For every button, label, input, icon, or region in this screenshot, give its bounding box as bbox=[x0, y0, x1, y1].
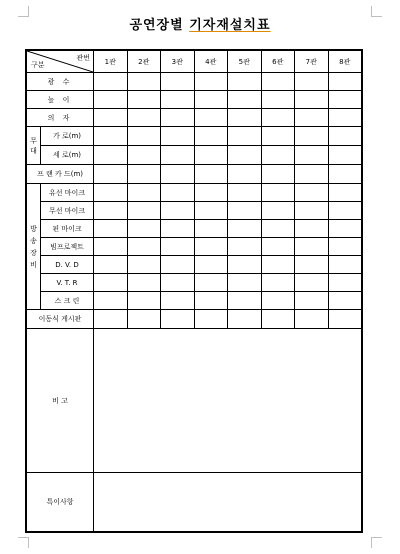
table-cell[interactable] bbox=[295, 310, 329, 329]
table-cell[interactable] bbox=[161, 256, 195, 274]
special-notes-row bbox=[27, 473, 362, 532]
row-label: 빔프로젝트 bbox=[41, 238, 94, 256]
row-label: 유선 마이크 bbox=[41, 184, 94, 202]
table-cell[interactable] bbox=[127, 202, 161, 220]
table-cell[interactable] bbox=[261, 310, 295, 329]
table-cell[interactable] bbox=[295, 292, 329, 310]
table-cell[interactable] bbox=[127, 256, 161, 274]
table-cell[interactable] bbox=[261, 109, 295, 127]
table-cell[interactable] bbox=[228, 146, 262, 165]
table-cell[interactable] bbox=[295, 109, 329, 127]
table-cell[interactable] bbox=[194, 184, 228, 202]
table-cell[interactable] bbox=[261, 165, 295, 184]
table-row bbox=[27, 109, 362, 127]
table-cell[interactable] bbox=[194, 310, 228, 329]
table-cell[interactable] bbox=[94, 238, 128, 256]
col-header-7: 7관 bbox=[295, 51, 329, 73]
table-cell[interactable] bbox=[228, 109, 262, 127]
table-cell[interactable] bbox=[94, 292, 128, 310]
table-cell[interactable] bbox=[328, 184, 362, 202]
col-header-4: 4관 bbox=[194, 51, 228, 73]
table-cell[interactable] bbox=[94, 256, 128, 274]
table-cell[interactable] bbox=[228, 184, 262, 202]
table-cell[interactable] bbox=[94, 127, 128, 146]
table-cell[interactable] bbox=[94, 184, 128, 202]
table-cell[interactable] bbox=[194, 127, 228, 146]
table-cell[interactable] bbox=[261, 220, 295, 238]
stage-group-label bbox=[27, 127, 41, 165]
table-cell[interactable] bbox=[295, 73, 329, 91]
table-row bbox=[27, 256, 362, 274]
table-cell[interactable] bbox=[261, 238, 295, 256]
table-cell[interactable] bbox=[127, 238, 161, 256]
table-cell[interactable] bbox=[328, 109, 362, 127]
table-cell[interactable] bbox=[328, 146, 362, 165]
table-cell[interactable] bbox=[295, 165, 329, 184]
equipment-table bbox=[26, 50, 362, 532]
table-cell[interactable] bbox=[127, 220, 161, 238]
table-cell[interactable] bbox=[127, 292, 161, 310]
row-label: 프 랜 카 드(m) bbox=[27, 165, 94, 184]
table-row bbox=[27, 127, 362, 146]
remarks-label: 비 고 bbox=[27, 329, 94, 473]
table-cell[interactable] bbox=[328, 91, 362, 109]
row-label: 높 이 bbox=[27, 91, 94, 109]
table-cell[interactable] bbox=[228, 73, 262, 91]
document-title bbox=[0, 14, 400, 33]
table-cell[interactable] bbox=[127, 310, 161, 329]
row-label: 스 크 린 bbox=[41, 292, 94, 310]
table-cell[interactable] bbox=[161, 91, 195, 109]
table-cell[interactable] bbox=[295, 127, 329, 146]
col-header-2: 2관 bbox=[127, 51, 161, 73]
table-cell[interactable] bbox=[127, 73, 161, 91]
broadcast-group-text: 방송장비 bbox=[30, 224, 37, 269]
row-label: 핀 마이크 bbox=[41, 220, 94, 238]
table-cell[interactable] bbox=[261, 91, 295, 109]
col-header-8: 8관 bbox=[328, 51, 362, 73]
table-cell[interactable] bbox=[127, 91, 161, 109]
special-notes-label: 특이사항 bbox=[27, 473, 94, 532]
table-cell[interactable] bbox=[328, 292, 362, 310]
special-notes-field[interactable] bbox=[94, 473, 362, 532]
header-row bbox=[27, 51, 362, 73]
table-cell[interactable] bbox=[261, 274, 295, 292]
table-cell[interactable] bbox=[94, 91, 128, 109]
col-header-1: 1관 bbox=[94, 51, 128, 73]
row-label: V. T. R bbox=[41, 274, 94, 292]
row-label: 의 자 bbox=[27, 109, 94, 127]
table-cell[interactable] bbox=[161, 165, 195, 184]
table-cell[interactable] bbox=[194, 292, 228, 310]
table-cell[interactable] bbox=[261, 256, 295, 274]
row-label: 무선 마이크 bbox=[41, 202, 94, 220]
table-row bbox=[27, 202, 362, 220]
table-cell[interactable] bbox=[161, 109, 195, 127]
table-cell[interactable] bbox=[295, 238, 329, 256]
table-cell[interactable] bbox=[94, 274, 128, 292]
table-cell[interactable] bbox=[228, 220, 262, 238]
table-cell[interactable] bbox=[194, 274, 228, 292]
table-cell[interactable] bbox=[194, 73, 228, 91]
table-cell[interactable] bbox=[161, 310, 195, 329]
table-cell[interactable] bbox=[161, 220, 195, 238]
table-cell[interactable] bbox=[94, 310, 128, 329]
table-cell[interactable] bbox=[228, 256, 262, 274]
row-label: 광 수 bbox=[27, 73, 94, 91]
row-label: 가 로(m) bbox=[41, 127, 94, 146]
table-row bbox=[27, 146, 362, 165]
table-cell[interactable] bbox=[295, 274, 329, 292]
table-cell[interactable] bbox=[94, 202, 128, 220]
table-row bbox=[27, 73, 362, 91]
col-header-3: 3관 bbox=[161, 51, 195, 73]
table-cell[interactable] bbox=[228, 274, 262, 292]
table-row bbox=[27, 310, 362, 329]
table-cell[interactable] bbox=[228, 310, 262, 329]
table-cell[interactable] bbox=[228, 127, 262, 146]
table-cell[interactable] bbox=[161, 127, 195, 146]
remarks-field[interactable] bbox=[94, 329, 362, 473]
crop-mark-bottom-right bbox=[371, 537, 382, 548]
table-cell[interactable] bbox=[261, 292, 295, 310]
table-cell[interactable] bbox=[328, 310, 362, 329]
table-cell[interactable] bbox=[94, 146, 128, 165]
table-cell[interactable] bbox=[194, 165, 228, 184]
row-label: 이동식 게시판 bbox=[27, 310, 94, 329]
table-row bbox=[27, 274, 362, 292]
table-cell[interactable] bbox=[161, 184, 195, 202]
table-cell[interactable] bbox=[228, 238, 262, 256]
table-row bbox=[27, 292, 362, 310]
table-row bbox=[27, 184, 362, 202]
table-cell[interactable] bbox=[328, 165, 362, 184]
table-cell[interactable] bbox=[261, 73, 295, 91]
table-cell[interactable] bbox=[328, 238, 362, 256]
table-cell[interactable] bbox=[127, 146, 161, 165]
title-part-1: 공연장별 bbox=[129, 18, 190, 33]
table-cell[interactable] bbox=[127, 127, 161, 146]
table-cell[interactable] bbox=[328, 256, 362, 274]
table-cell[interactable] bbox=[328, 73, 362, 91]
table-cell[interactable] bbox=[261, 202, 295, 220]
table-row bbox=[27, 238, 362, 256]
table-cell[interactable] bbox=[295, 91, 329, 109]
table-cell[interactable] bbox=[328, 202, 362, 220]
table-cell[interactable] bbox=[295, 146, 329, 165]
table-cell[interactable] bbox=[94, 109, 128, 127]
col-header-5: 5관 bbox=[228, 51, 262, 73]
table-cell[interactable] bbox=[94, 220, 128, 238]
title-part-2: 기자재설치표 bbox=[189, 18, 271, 33]
table-row bbox=[27, 220, 362, 238]
table-cell[interactable] bbox=[328, 127, 362, 146]
table-cell[interactable] bbox=[228, 202, 262, 220]
table-cell[interactable] bbox=[228, 165, 262, 184]
stage-group-text: 무대 bbox=[30, 136, 37, 155]
table-cell[interactable] bbox=[194, 202, 228, 220]
row-label: D. V. D bbox=[41, 256, 94, 274]
table-cell[interactable] bbox=[295, 202, 329, 220]
table-cell[interactable] bbox=[94, 165, 128, 184]
corner-cell bbox=[27, 51, 94, 73]
table-cell[interactable] bbox=[228, 91, 262, 109]
table-cell[interactable] bbox=[194, 220, 228, 238]
table-cell[interactable] bbox=[261, 184, 295, 202]
crop-mark-bottom-left bbox=[18, 537, 29, 548]
table-cell[interactable] bbox=[127, 165, 161, 184]
table-cell[interactable] bbox=[127, 184, 161, 202]
table-cell[interactable] bbox=[194, 91, 228, 109]
corner-top-label: 관번 bbox=[76, 54, 90, 62]
remarks-row bbox=[27, 329, 362, 473]
row-label: 세 로(m) bbox=[41, 146, 94, 165]
table-cell[interactable] bbox=[161, 238, 195, 256]
table-cell[interactable] bbox=[161, 73, 195, 91]
table-cell[interactable] bbox=[295, 184, 329, 202]
table-cell[interactable] bbox=[194, 256, 228, 274]
broadcast-group-label bbox=[27, 184, 41, 310]
table-cell[interactable] bbox=[127, 274, 161, 292]
col-header-6: 6관 bbox=[261, 51, 295, 73]
corner-bottom-label: 구분 bbox=[31, 61, 45, 69]
table-cell[interactable] bbox=[295, 256, 329, 274]
table-cell[interactable] bbox=[194, 238, 228, 256]
table-cell[interactable] bbox=[161, 202, 195, 220]
table-cell[interactable] bbox=[127, 109, 161, 127]
table-cell[interactable] bbox=[161, 292, 195, 310]
table-cell[interactable] bbox=[228, 292, 262, 310]
table-row bbox=[27, 165, 362, 184]
table-cell[interactable] bbox=[161, 274, 195, 292]
table-cell[interactable] bbox=[94, 73, 128, 91]
table-cell[interactable] bbox=[194, 109, 228, 127]
table-cell[interactable] bbox=[261, 146, 295, 165]
table-cell[interactable] bbox=[194, 146, 228, 165]
table-cell[interactable] bbox=[161, 146, 195, 165]
table-row bbox=[27, 91, 362, 109]
table-cell[interactable] bbox=[261, 127, 295, 146]
table-cell[interactable] bbox=[328, 274, 362, 292]
table-cell[interactable] bbox=[295, 220, 329, 238]
table-cell[interactable] bbox=[328, 220, 362, 238]
